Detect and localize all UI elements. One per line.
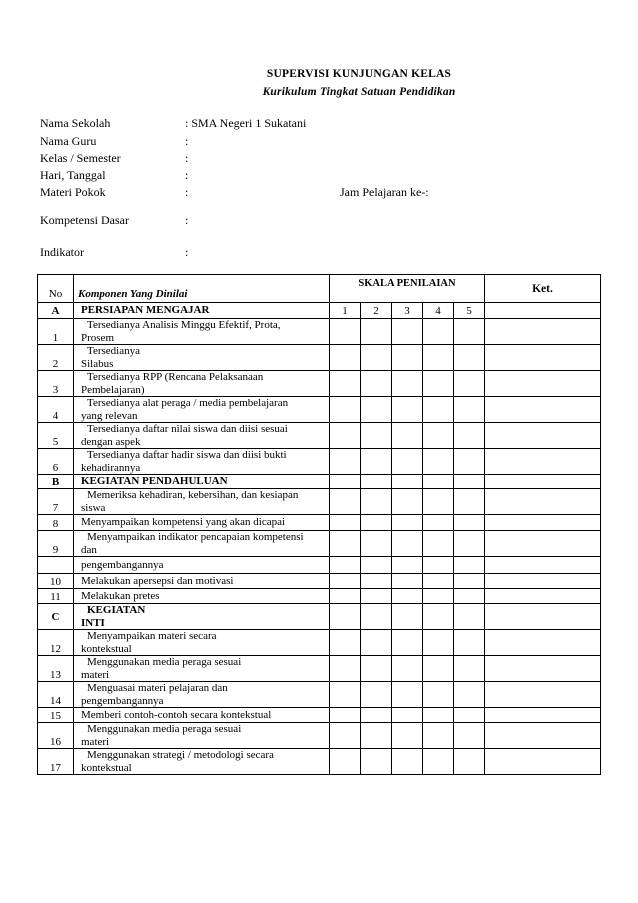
component-cell xyxy=(74,449,330,475)
score-cell[interactable] xyxy=(392,723,423,749)
score-cell[interactable] xyxy=(392,475,423,489)
score-cell[interactable] xyxy=(361,515,392,531)
component-line-1: Menyampaikan materi secara xyxy=(87,630,217,642)
table-row xyxy=(38,423,601,449)
table-row xyxy=(38,449,601,475)
score-cell[interactable] xyxy=(392,589,423,604)
header-ket: Ket. xyxy=(485,275,601,303)
scale-number-2: 2 xyxy=(361,303,392,319)
component-cell xyxy=(74,708,330,723)
component-cell xyxy=(74,682,330,708)
score-cell[interactable] xyxy=(392,604,423,630)
ket-cell[interactable] xyxy=(485,423,601,449)
row-number: 15 xyxy=(38,708,74,723)
score-cell[interactable] xyxy=(330,449,361,475)
info-label: Nama Guru xyxy=(40,134,97,148)
component-line-2: kehadirannya xyxy=(81,461,141,474)
ket-cell[interactable] xyxy=(485,475,601,489)
component-line-2: kontekstual xyxy=(81,642,132,655)
score-cell[interactable] xyxy=(392,345,423,371)
info-label: Nama Sekolah xyxy=(40,116,111,130)
row-number: 17 xyxy=(38,749,74,775)
ket-cell[interactable] xyxy=(485,489,601,515)
component-line-1: Menguasai materi pelajaran dan xyxy=(87,682,228,694)
score-cell[interactable] xyxy=(392,531,423,557)
component-text: PERSIAPAN MENGAJAR xyxy=(81,304,210,317)
component-line-1: Tersedianya alat peraga / media pembelajaran xyxy=(87,397,289,409)
component-line-2: dengan aspek xyxy=(81,435,141,448)
ket-cell[interactable] xyxy=(485,656,601,682)
component-cell xyxy=(74,475,330,489)
score-cell[interactable] xyxy=(361,475,392,489)
score-cell[interactable] xyxy=(330,682,361,708)
component-cell xyxy=(74,574,330,589)
table-row xyxy=(38,723,601,749)
table-row xyxy=(38,749,601,775)
info-value[interactable]: : xyxy=(185,213,189,227)
score-cell[interactable] xyxy=(361,423,392,449)
score-cell[interactable] xyxy=(454,604,485,630)
score-cell[interactable] xyxy=(361,371,392,397)
component-cell xyxy=(74,397,330,423)
row-number: 13 xyxy=(38,656,74,682)
assessment-table xyxy=(37,274,601,775)
component-line-1: Tersedianya Analisis Minggu Efektif, Prota, xyxy=(87,319,281,331)
component-cell xyxy=(74,423,330,449)
table-row xyxy=(38,397,601,423)
score-cell[interactable] xyxy=(423,319,454,345)
score-cell[interactable] xyxy=(330,371,361,397)
score-cell[interactable] xyxy=(330,475,361,489)
ket-cell[interactable] xyxy=(485,682,601,708)
score-cell[interactable] xyxy=(423,749,454,775)
score-cell[interactable] xyxy=(423,423,454,449)
info-value[interactable]: : xyxy=(185,134,189,148)
score-cell[interactable] xyxy=(454,656,485,682)
score-cell[interactable] xyxy=(330,489,361,515)
header-skala: SKALA PENILAIAN xyxy=(330,275,485,303)
score-cell[interactable] xyxy=(392,423,423,449)
component-line-2: siswa xyxy=(81,501,106,514)
row-number: 1 xyxy=(38,319,74,345)
component-cell xyxy=(74,630,330,656)
row-number: 14 xyxy=(38,682,74,708)
score-cell[interactable] xyxy=(392,656,423,682)
ket-cell[interactable] xyxy=(485,345,601,371)
score-cell[interactable] xyxy=(454,682,485,708)
score-cell[interactable] xyxy=(361,682,392,708)
score-cell[interactable] xyxy=(423,449,454,475)
score-cell[interactable] xyxy=(361,708,392,723)
component-line-2: materi xyxy=(81,668,110,681)
header-komponen: Komponen Yang Dinilai xyxy=(74,275,330,303)
score-cell[interactable] xyxy=(423,557,454,574)
table-row xyxy=(38,708,601,723)
score-cell[interactable] xyxy=(330,656,361,682)
score-cell[interactable] xyxy=(423,345,454,371)
component-line-2: Pembelajaran) xyxy=(81,383,145,396)
score-cell[interactable] xyxy=(423,489,454,515)
score-cell[interactable] xyxy=(454,475,485,489)
score-cell[interactable] xyxy=(361,531,392,557)
scale-number-1: 1 xyxy=(330,303,361,319)
score-cell[interactable] xyxy=(361,656,392,682)
ket-cell[interactable] xyxy=(485,371,601,397)
component-cell xyxy=(74,723,330,749)
ket-cell[interactable] xyxy=(485,303,601,319)
score-cell[interactable] xyxy=(454,489,485,515)
score-cell[interactable] xyxy=(361,397,392,423)
score-cell[interactable] xyxy=(454,574,485,589)
component-cell xyxy=(74,515,330,531)
component-line-1: Tersedianya RPP (Rencana Pelaksanaan xyxy=(87,371,264,383)
score-cell[interactable] xyxy=(392,489,423,515)
info-extra: Jam Pelajaran ke-: xyxy=(340,185,429,199)
info-value[interactable]: : xyxy=(185,185,189,199)
scale-number-3: 3 xyxy=(392,303,423,319)
component-line-1: Tersedianya xyxy=(87,345,140,357)
component-cell xyxy=(74,531,330,557)
score-cell[interactable] xyxy=(330,708,361,723)
component-text: KEGIATAN PENDAHULUAN xyxy=(81,475,228,488)
component-line-2: yang relevan xyxy=(81,409,138,422)
table-row xyxy=(38,589,601,604)
component-line-2: INTI xyxy=(81,616,105,629)
component-cell xyxy=(74,303,330,319)
score-cell[interactable] xyxy=(454,319,485,345)
row-number: 9 xyxy=(38,531,74,557)
header-no: No xyxy=(38,275,74,303)
info-label: Kelas / Semester xyxy=(40,151,121,165)
info-label: Kompetensi Dasar xyxy=(40,213,129,227)
component-text: Menyampaikan kompetensi yang akan dicapai xyxy=(81,516,286,529)
row-number: 10 xyxy=(38,574,74,589)
ket-cell[interactable] xyxy=(485,749,601,775)
score-cell[interactable] xyxy=(392,749,423,775)
row-number: B xyxy=(38,475,74,489)
ket-cell[interactable] xyxy=(485,589,601,604)
table-row xyxy=(38,371,601,397)
row-number: 4 xyxy=(38,397,74,423)
section-row xyxy=(38,604,601,630)
score-cell[interactable] xyxy=(423,656,454,682)
score-cell[interactable] xyxy=(423,515,454,531)
score-cell[interactable] xyxy=(454,397,485,423)
score-cell[interactable] xyxy=(330,574,361,589)
component-cell xyxy=(74,319,330,345)
score-cell[interactable] xyxy=(392,557,423,574)
ket-cell[interactable] xyxy=(485,515,601,531)
score-cell[interactable] xyxy=(392,682,423,708)
row-number: 2 xyxy=(38,345,74,371)
table-row xyxy=(38,630,601,656)
scale-number-4: 4 xyxy=(423,303,454,319)
scale-number-5: 5 xyxy=(454,303,485,319)
score-cell[interactable] xyxy=(361,589,392,604)
component-line-2: Prosem xyxy=(81,331,114,344)
info-value[interactable]: : SMA Negeri 1 Sukatani xyxy=(185,116,307,130)
row-number: 16 xyxy=(38,723,74,749)
component-line-1: Menggunakan media peraga sesuai xyxy=(87,656,242,668)
score-cell[interactable] xyxy=(423,630,454,656)
score-cell[interactable] xyxy=(423,475,454,489)
component-cell xyxy=(74,489,330,515)
score-cell[interactable] xyxy=(361,489,392,515)
score-cell[interactable] xyxy=(330,604,361,630)
info-value[interactable]: : xyxy=(185,245,189,259)
score-cell[interactable] xyxy=(454,749,485,775)
score-cell[interactable] xyxy=(330,630,361,656)
ket-cell[interactable] xyxy=(485,319,601,345)
score-cell[interactable] xyxy=(392,708,423,723)
score-cell[interactable] xyxy=(423,371,454,397)
score-cell[interactable] xyxy=(454,708,485,723)
component-line-1: Menyampaikan indikator pencapaian kompetensi xyxy=(87,531,304,543)
score-cell[interactable] xyxy=(423,397,454,423)
component-cell xyxy=(74,371,330,397)
component-line-2: dan xyxy=(81,543,97,556)
table-row xyxy=(38,682,601,708)
component-cell xyxy=(74,749,330,775)
table-row xyxy=(38,489,601,515)
component-line-1: Menggunakan strategi / metodologi secara xyxy=(87,749,274,761)
info-label: Hari, Tanggal xyxy=(40,168,106,182)
ket-cell[interactable] xyxy=(485,557,601,574)
score-cell[interactable] xyxy=(330,749,361,775)
score-cell[interactable] xyxy=(330,589,361,604)
ket-cell[interactable] xyxy=(485,723,601,749)
component-line-1: Menggunakan media peraga sesuai xyxy=(87,723,242,735)
score-cell[interactable] xyxy=(454,515,485,531)
component-cell xyxy=(74,604,330,630)
score-cell[interactable] xyxy=(361,345,392,371)
score-cell[interactable] xyxy=(392,574,423,589)
page-subtitle: Kurikulum Tingkat Satuan Pendidikan xyxy=(262,86,456,98)
score-cell[interactable] xyxy=(454,723,485,749)
score-cell[interactable] xyxy=(330,397,361,423)
table-row xyxy=(38,656,601,682)
component-line-1: Tersedianya daftar nilai siswa dan diisi sesuai xyxy=(87,423,288,435)
ket-cell[interactable] xyxy=(485,397,601,423)
row-number xyxy=(38,557,74,574)
score-cell[interactable] xyxy=(454,449,485,475)
row-number: 12 xyxy=(38,630,74,656)
row-number: A xyxy=(38,303,74,319)
component-line-1: Tersedianya daftar hadir siswa dan diisi bukti xyxy=(87,449,287,461)
page-title: SUPERVISI KUNJUNGAN KELAS xyxy=(266,68,452,80)
info-label: Indikator xyxy=(40,245,84,259)
score-cell[interactable] xyxy=(454,589,485,604)
table-row xyxy=(38,531,601,557)
score-cell[interactable] xyxy=(454,345,485,371)
score-cell[interactable] xyxy=(423,604,454,630)
score-cell[interactable] xyxy=(330,345,361,371)
component-text: Memberi contoh-contoh secara kontekstual xyxy=(81,708,272,721)
component-cell xyxy=(74,589,330,604)
score-cell[interactable] xyxy=(454,531,485,557)
component-text: Melakukan pretes xyxy=(81,589,160,602)
score-cell[interactable] xyxy=(392,449,423,475)
score-cell[interactable] xyxy=(361,449,392,475)
section-row xyxy=(38,475,601,489)
row-number: C xyxy=(38,604,74,630)
ket-cell[interactable] xyxy=(485,574,601,589)
component-cell xyxy=(74,656,330,682)
component-line-2: pengembangannya xyxy=(81,694,164,707)
table-row xyxy=(38,319,601,345)
row-number: 11 xyxy=(38,589,74,604)
score-cell[interactable] xyxy=(330,423,361,449)
ket-cell[interactable] xyxy=(485,708,601,723)
table-row xyxy=(38,574,601,589)
component-line-2: Silabus xyxy=(81,357,114,370)
score-cell[interactable] xyxy=(361,574,392,589)
score-cell[interactable] xyxy=(361,557,392,574)
score-cell[interactable] xyxy=(423,682,454,708)
component-line-1: KEGIATAN xyxy=(87,604,146,616)
score-cell[interactable] xyxy=(423,531,454,557)
component-text: Melakukan apersepsi dan motivasi xyxy=(81,574,234,587)
info-value[interactable]: : xyxy=(185,168,189,182)
score-cell[interactable] xyxy=(392,319,423,345)
table-row xyxy=(38,515,601,531)
score-cell[interactable] xyxy=(392,515,423,531)
score-cell[interactable] xyxy=(392,371,423,397)
component-cell xyxy=(74,345,330,371)
ket-cell[interactable] xyxy=(485,449,601,475)
score-cell[interactable] xyxy=(454,371,485,397)
component-text: pengembangannya xyxy=(81,558,164,571)
score-cell[interactable] xyxy=(454,423,485,449)
score-cell[interactable] xyxy=(361,604,392,630)
score-cell[interactable] xyxy=(330,723,361,749)
score-cell[interactable] xyxy=(392,630,423,656)
score-cell[interactable] xyxy=(330,515,361,531)
score-cell[interactable] xyxy=(423,708,454,723)
score-cell[interactable] xyxy=(330,557,361,574)
row-number: 3 xyxy=(38,371,74,397)
component-cell xyxy=(74,557,330,574)
score-cell[interactable] xyxy=(423,589,454,604)
score-cell[interactable] xyxy=(423,723,454,749)
row-number: 6 xyxy=(38,449,74,475)
score-cell[interactable] xyxy=(423,574,454,589)
table-row xyxy=(38,345,601,371)
score-cell[interactable] xyxy=(361,319,392,345)
score-cell[interactable] xyxy=(330,531,361,557)
info-label: Materi Pokok xyxy=(40,185,106,199)
score-cell[interactable] xyxy=(454,557,485,574)
component-line-2: kontekstual xyxy=(81,761,132,774)
score-cell[interactable] xyxy=(361,749,392,775)
score-cell[interactable] xyxy=(361,723,392,749)
ket-cell[interactable] xyxy=(485,531,601,557)
row-number: 8 xyxy=(38,515,74,531)
section-row xyxy=(38,303,601,319)
score-cell[interactable] xyxy=(392,397,423,423)
ket-cell[interactable] xyxy=(485,630,601,656)
row-number: 5 xyxy=(38,423,74,449)
component-line-1: Memeriksa kehadiran, kebersihan, dan kesiapan xyxy=(87,489,299,501)
score-cell[interactable] xyxy=(454,630,485,656)
row-number: 7 xyxy=(38,489,74,515)
table-row xyxy=(38,557,601,574)
ket-cell[interactable] xyxy=(485,604,601,630)
component-line-2: materi xyxy=(81,735,110,748)
score-cell[interactable] xyxy=(361,630,392,656)
score-cell[interactable] xyxy=(330,319,361,345)
info-value[interactable]: : xyxy=(185,151,189,165)
